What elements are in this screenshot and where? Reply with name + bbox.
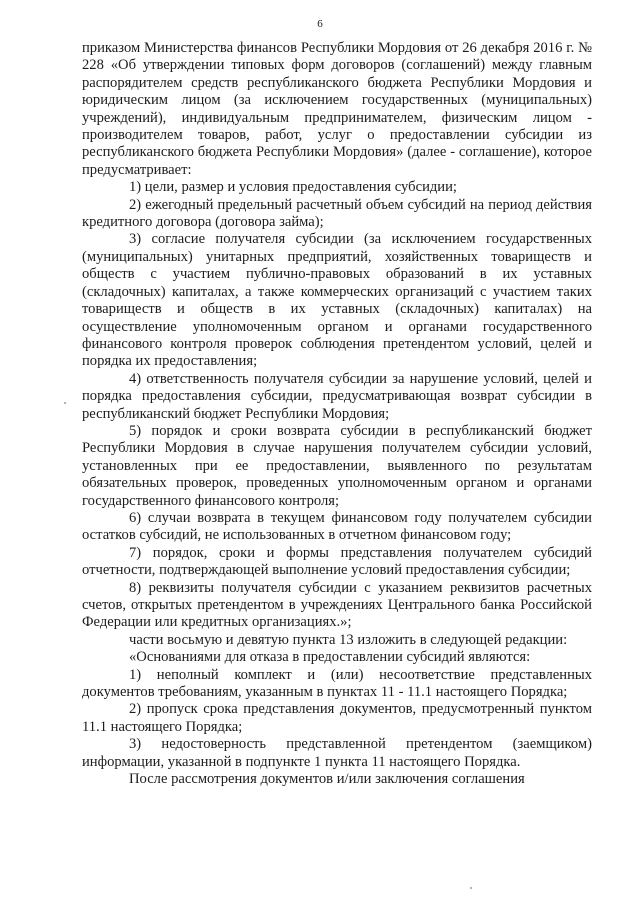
scan-speck bbox=[470, 887, 472, 889]
paragraph: части восьмую и девятую пункта 13 изложить в следующей редакции: bbox=[129, 631, 568, 648]
paragraph: 2) пропуск срока представления документов, предусмотренный пунктом 11.1 настоящего Порядка; bbox=[82, 701, 592, 735]
paragraph: «Основаниями для отказа в предоставлении субсидий являются: bbox=[129, 649, 531, 666]
paragraph: 3) согласие получателя субсидии (за исключением государственных (муниципальных) унитарных предприятий, хозяйственных товариществ и обществ с участием публично-правовых образований в их уставных (складочных) капиталах, а также коммерческих организаций с участием таких товариществ и обществ в их уставных (складочных) капиталах) на осуществление уполномоченным органом и органами государственного финансового контроля проверок соблюдения претендентом условий, целей и порядка их предоставления; bbox=[82, 231, 592, 370]
paragraph: 8) реквизиты получателя субсидии с указанием реквизитов расчетных счетов, открытых претендентом в учреждениях Центрального банка Российской Федерации или кредитных организациях.»; bbox=[82, 579, 592, 631]
paragraph: 5) порядок и сроки возврата субсидии в республиканский бюджет Республики Мордовия в случае нарушения получателем субсидии условий, установленных при ее предоставлении, выявленного по результатам обязательных проверок, проведенных уполномоченным органом и органами государственного финансового контроля; bbox=[82, 422, 592, 509]
paragraph: 1) неполный комплект и (или) несоответствие представленных документов требованиям, указанным в пунктах 11 - 11.1 настоящего Порядка; bbox=[82, 666, 592, 701]
scan-speck bbox=[64, 402, 66, 404]
paragraph: 4) ответственность получателя субсидии за нарушение условий, целей и порядка предоставления субсидии, предусматривающая возврат субсидии в республиканский бюджет Республики Мордовия; bbox=[82, 370, 592, 422]
paragraph: приказом Министерства финансов Республики Мордовия от 26 декабря 2016 г. № 228 «Об утверждении типовых форм договоров (соглашений) между главным распорядителем средств республиканского бюджета Республики Мордовия и юридическим лицом (за исключением государственных (муниципальных) учреждений), индивидуальным предпринимателем, физическим лицом - производителем товаров, работ, услуг о предоставлении субсидии из республиканского бюджета Республики Мордовия» (далее - соглашение), которое предусматривает: bbox=[82, 40, 592, 178]
paragraph: 3) недостоверность представленной претендентом (заемщиком) информации, указанной в подпункте 1 пункта 11 настоящего Порядка. bbox=[82, 736, 592, 770]
paragraph: 2) ежегодный предельный расчетный объем субсидий на период действия кредитного договора (договора займа); bbox=[82, 196, 592, 231]
paragraph: После рассмотрения документов и/или заключения соглашения bbox=[129, 771, 525, 788]
document-body bbox=[82, 40, 592, 788]
paragraph: 1) цели, размер и условия предоставления субсидии; bbox=[129, 179, 457, 196]
page-number: 6 bbox=[317, 18, 323, 30]
paragraph: 7) порядок, сроки и формы представления получателем субсидий отчетности, подтверждающей выполнение условий предоставления субсидии; bbox=[82, 544, 592, 579]
paragraph: 6) случаи возврата в текущем финансовом году получателем субсидии остатков субсидий, не использованных в отчетном финансовом году; bbox=[82, 509, 592, 544]
